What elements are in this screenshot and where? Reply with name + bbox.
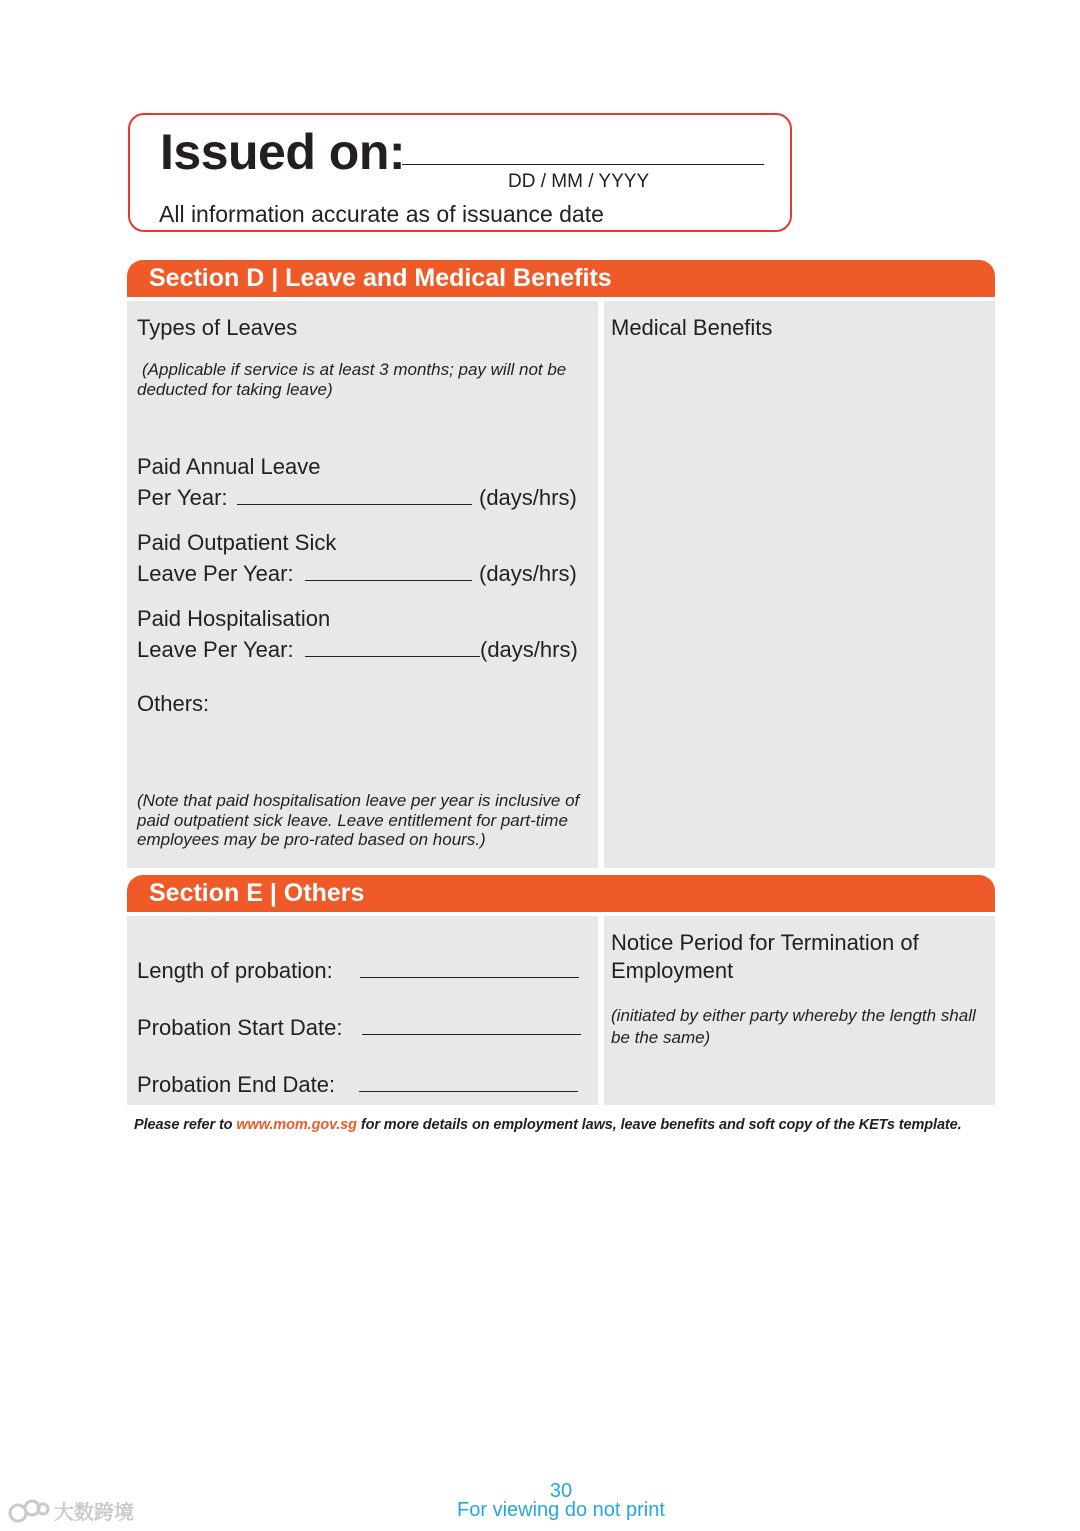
footer-prefix: Please refer to	[134, 1117, 237, 1133]
notice-period-title-line2: Employment	[611, 958, 734, 983]
notice-period-title-line1: Notice Period for Termination of	[611, 930, 919, 955]
probation-start-field[interactable]	[362, 1034, 581, 1035]
types-of-leaves-title: Types of Leaves	[137, 315, 298, 340]
leave-types-panel	[127, 301, 598, 868]
notice-period-note: (initiated by either party whereby the length shall be the same)	[611, 1006, 976, 1047]
section-e-header: Section E | Others	[127, 875, 995, 912]
issued-title: Issued on:	[160, 124, 406, 180]
annual-leave-field[interactable]	[237, 504, 472, 505]
probation-length-field[interactable]	[360, 977, 579, 978]
watermark-text: 大数跨境	[54, 1502, 134, 1524]
issued-box	[128, 113, 792, 232]
sick-leave-unit: (days/hrs)	[479, 561, 577, 586]
date-format-hint: DD / MM / YYYY	[508, 171, 650, 192]
medical-benefits-panel	[604, 301, 995, 868]
section-d-header: Section D | Leave and Medical Benefits	[127, 260, 995, 297]
issued-date-field[interactable]	[402, 164, 764, 165]
footer-suffix: for more details on employment laws, leave benefits and soft copy of the KETs template.	[356, 1117, 962, 1133]
hospitalisation-leave-field[interactable]	[305, 656, 480, 657]
mom-website-link[interactable]: www.mom.gov.sg	[236, 1117, 357, 1133]
page-number: 30	[549, 1480, 573, 1502]
types-of-leaves-note: (Applicable if service is at least 3 months; pay will not be deducted for taking leave)	[137, 360, 567, 399]
annual-leave-label-2: Per Year:	[137, 485, 228, 510]
probation-length-label: Length of probation:	[137, 958, 333, 983]
viewing-note: For viewing do not print	[457, 1499, 665, 1521]
watermark-logo-icon	[8, 1498, 50, 1524]
medical-benefits-title: Medical Benefits	[611, 315, 773, 340]
probation-end-field[interactable]	[359, 1091, 578, 1092]
issued-note: All information accurate as of issuance date	[159, 201, 604, 227]
probation-start-label: Probation Start Date:	[137, 1015, 343, 1040]
probation-end-label: Probation End Date:	[137, 1072, 336, 1097]
footer-note	[134, 1117, 962, 1133]
watermark	[8, 1496, 134, 1525]
hospitalisation-note: (Note that paid hospitalisation leave per year is inclusive of paid outpatient sick leave. Leave entitlement for part-time employees may be pro-rated based on hours.)	[137, 791, 580, 849]
hospitalisation-leave-label-2: Leave Per Year:	[137, 637, 294, 662]
notice-period-panel	[604, 916, 995, 1105]
probation-panel	[127, 916, 598, 1105]
hospitalisation-leave-unit: (days/hrs)	[480, 637, 578, 662]
annual-leave-unit: (days/hrs)	[479, 485, 577, 510]
sick-leave-field[interactable]	[305, 580, 472, 581]
hospitalisation-leave-label-1: Paid Hospitalisation	[137, 606, 331, 631]
sick-leave-label-1: Paid Outpatient Sick	[137, 530, 337, 555]
sick-leave-label-2: Leave Per Year:	[137, 561, 294, 586]
others-label: Others:	[137, 691, 210, 716]
annual-leave-label-1: Paid Annual Leave	[137, 454, 321, 479]
